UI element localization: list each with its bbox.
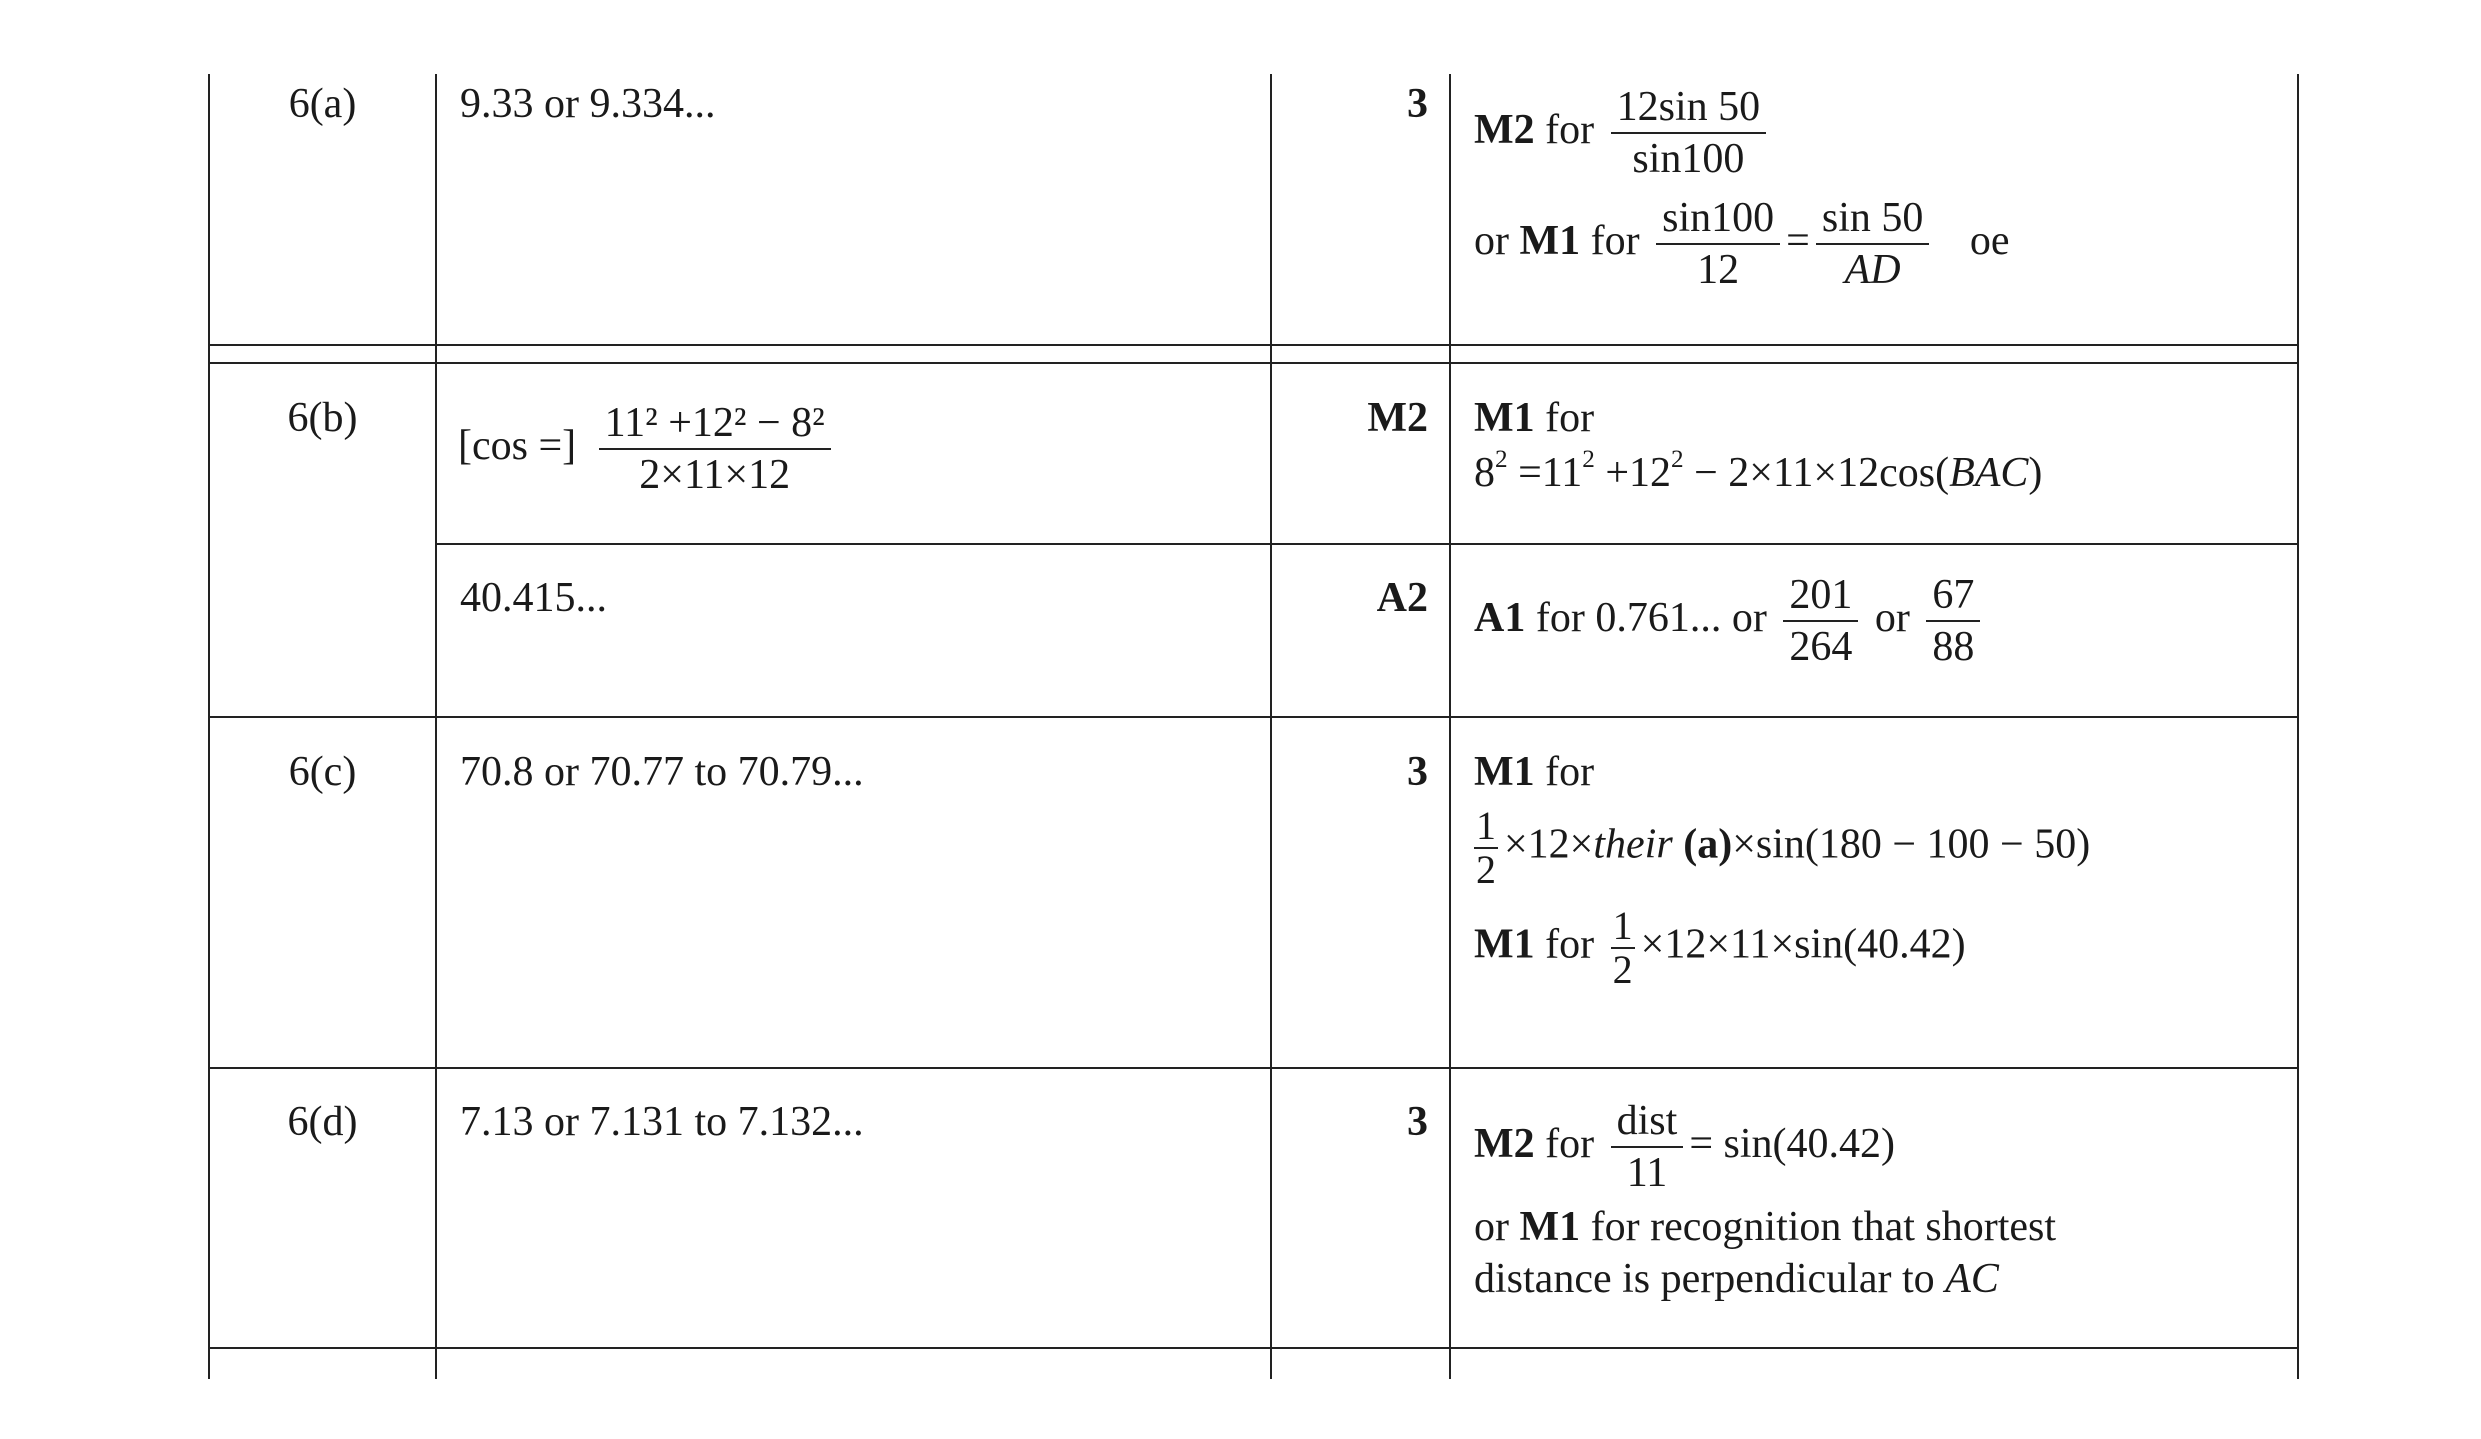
equation-part: − 2×11×12cos(: [1683, 449, 1950, 496]
fraction: [1656, 193, 1780, 296]
mark-code: A1: [1474, 595, 1526, 642]
fraction-denominator: 2: [1612, 946, 1633, 992]
fraction-denominator: 2×11×12: [639, 452, 791, 499]
expression-part: = sin(40.42): [1689, 1121, 1896, 1168]
for-text: for: [1545, 749, 1595, 795]
guidance-text: for 0.761... or: [1535, 595, 1767, 642]
variable: BAC: [1949, 449, 2029, 496]
row-separator-end: [208, 1347, 2299, 1349]
fraction: [599, 398, 831, 501]
fraction: [1816, 193, 1930, 296]
guidance-text: for recognition that shortest: [1590, 1203, 2057, 1250]
table-border-right: [2297, 74, 2299, 1379]
fraction-numerator: 12sin 50: [1611, 82, 1767, 134]
guidance-line: [1474, 392, 2042, 445]
fraction: [1783, 570, 1858, 673]
fraction: [1611, 1096, 1684, 1199]
superscript: 2: [1671, 445, 1684, 473]
fraction-numerator: 11² +12² − 8²: [599, 398, 831, 450]
question-number: 6(c): [288, 749, 357, 795]
equals-sign: =: [1786, 217, 1810, 264]
variable: AD: [1844, 247, 1901, 294]
or-text: or: [1874, 595, 1910, 642]
fraction-denominator: sin100: [1632, 136, 1745, 183]
guidance-line: [1474, 802, 2091, 892]
fraction-numerator: 1: [1612, 902, 1633, 948]
for-text: for: [1545, 107, 1595, 154]
fraction-numerator: dist: [1611, 1096, 1684, 1148]
marks-value: A2: [1376, 575, 1428, 621]
guidance-line: [1474, 902, 2090, 992]
mark-code: M2: [1474, 107, 1535, 154]
table-border-left: [208, 74, 210, 1379]
guidance-line: [1474, 193, 2010, 296]
mark-code: M1: [1519, 1203, 1581, 1250]
table-divider-notes: [1449, 74, 1451, 1379]
row-separator-a-bottom: [208, 362, 2299, 364]
guidance-notes: [1474, 746, 2090, 991]
for-text: for: [1545, 921, 1595, 968]
table-divider-marks: [1270, 74, 1272, 1379]
row-separator-d: [208, 1067, 2299, 1069]
fraction-numerator: 201: [1783, 570, 1858, 622]
variable: AC: [1945, 1256, 1999, 1303]
row-separator-a-top: [208, 344, 2299, 346]
fraction: [1926, 570, 1980, 673]
guidance-line: [1474, 1096, 2056, 1199]
equation-part: 8: [1474, 449, 1495, 496]
expression-part: ×12×: [1504, 821, 1594, 868]
question-number: 6(a): [288, 81, 357, 127]
for-text: for: [1545, 1121, 1595, 1168]
superscript: 2: [1582, 445, 1595, 473]
guidance-notes: [1474, 392, 2042, 499]
marks-value: M2: [1367, 395, 1428, 441]
superscript: 2: [1495, 445, 1508, 473]
or-text: or: [1474, 217, 1509, 264]
equation-part: ): [2028, 449, 2043, 496]
fraction: [1611, 902, 1635, 992]
or-text: or: [1474, 1203, 1509, 1250]
mark-code: M2: [1474, 1121, 1535, 1168]
guidance-line: [1474, 1253, 2056, 1306]
mark-code: M1: [1519, 217, 1581, 264]
guidance-line: [1474, 746, 2090, 799]
fraction-denominator: 11: [1626, 1150, 1668, 1197]
their-text: their: [1593, 821, 1673, 868]
equation-part: =11: [1507, 449, 1583, 496]
fraction-numerator: sin 50: [1816, 193, 1930, 245]
mark-code: M1: [1474, 749, 1535, 795]
marks-value: 3: [1407, 749, 1428, 795]
fraction-denominator: [1816, 245, 1930, 295]
equation-part: +12: [1594, 449, 1672, 496]
answer-text: 7.13 or 7.131 to 7.132...: [460, 1099, 864, 1145]
fraction-denominator: 264: [1789, 624, 1853, 671]
fraction: [1474, 802, 1498, 892]
answer-text: 40.415...: [460, 575, 607, 621]
mark-code: M1: [1474, 921, 1535, 968]
table-divider-answer: [435, 74, 437, 1379]
guidance-line: [1474, 447, 2042, 500]
guidance-notes: [1474, 1096, 2056, 1306]
expression-part: ×12×11×sin(40.42): [1640, 921, 1966, 968]
for-text: for: [1545, 395, 1595, 441]
answer-prefix: [cos =]: [458, 423, 577, 470]
marks-value: 3: [1407, 1099, 1428, 1145]
fraction: [1611, 82, 1767, 185]
answer-text: 9.33 or 9.334...: [460, 81, 716, 127]
answer-text: 70.8 or 70.77 to 70.79...: [460, 749, 864, 795]
question-number: 6(b): [287, 395, 358, 441]
fraction-denominator: 12: [1697, 247, 1740, 294]
oe-text: oe: [1969, 217, 2010, 264]
part-reference: (a): [1683, 821, 1733, 868]
guidance-line: [1474, 82, 2010, 185]
fraction-denominator: 2: [1476, 846, 1496, 892]
answer-expression: [458, 398, 837, 501]
for-text: for: [1590, 217, 1640, 264]
expression-part: ×sin(180 − 100 − 50): [1732, 821, 2091, 868]
question-number: 6(d): [287, 1099, 358, 1145]
fraction-numerator: 67: [1926, 570, 1980, 622]
guidance-notes: [1474, 570, 1986, 673]
row-separator-b-inner: [435, 543, 2299, 545]
guidance-line: [1474, 1201, 2056, 1254]
marks-value: 3: [1407, 81, 1428, 127]
fraction-numerator: 1: [1476, 802, 1496, 848]
fraction-numerator: sin100: [1656, 193, 1780, 245]
guidance-text: distance is perpendicular to: [1474, 1256, 1935, 1303]
guidance-notes: [1474, 82, 2010, 296]
row-separator-c: [208, 716, 2299, 718]
fraction-denominator: 88: [1932, 624, 1975, 671]
mark-code: M1: [1474, 395, 1535, 441]
